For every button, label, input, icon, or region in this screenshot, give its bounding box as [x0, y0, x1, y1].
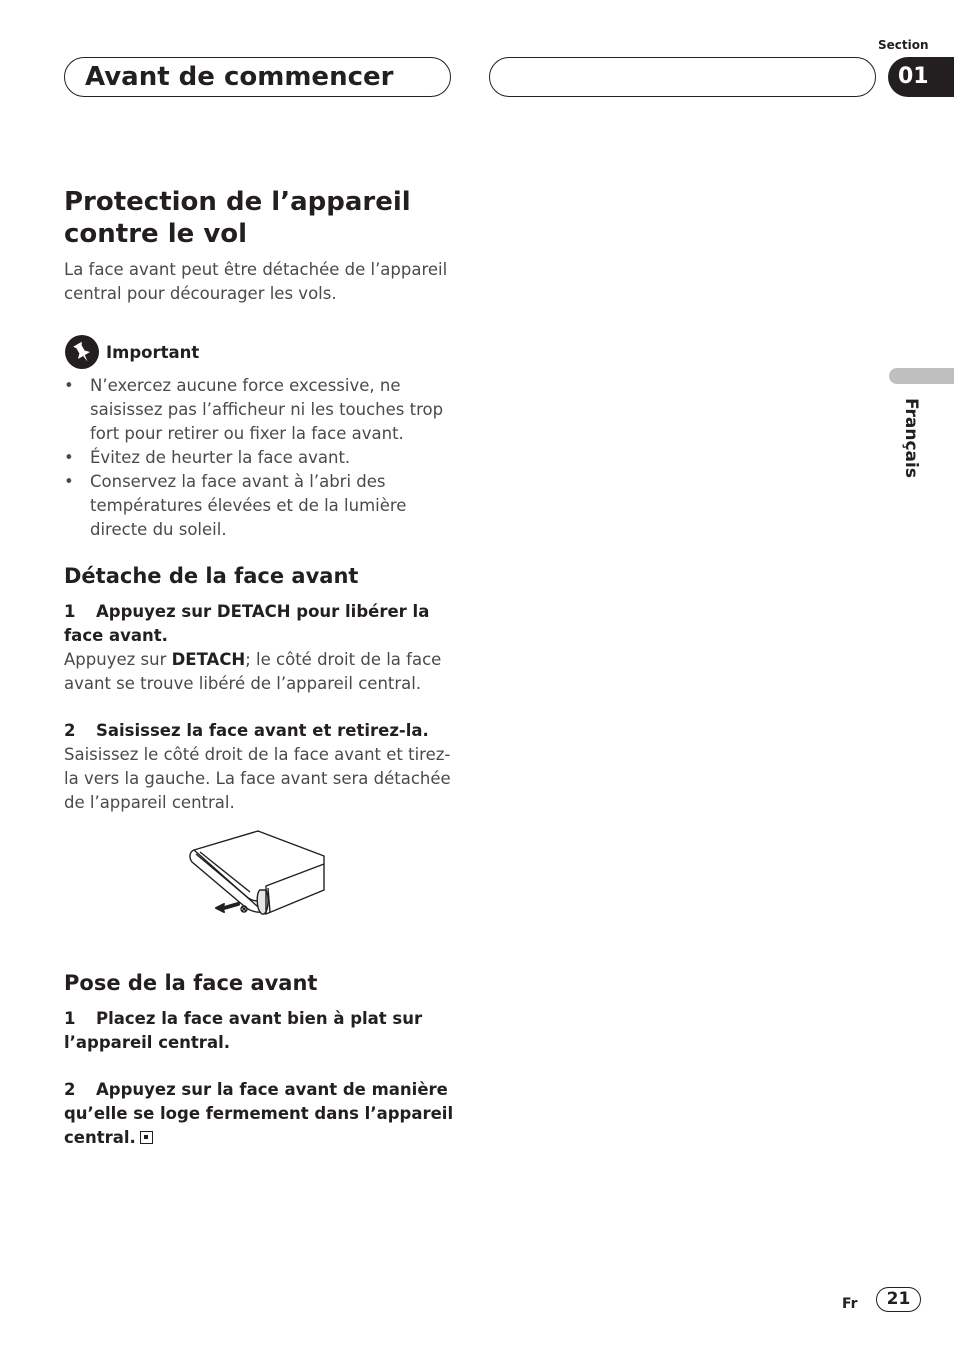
- end-of-section-icon: [140, 1131, 153, 1144]
- list-item-text: Évitez de heurter la face avant.: [90, 448, 351, 467]
- important-label: Important: [106, 342, 200, 362]
- section-number-badge: [888, 57, 954, 97]
- pose-step-2-title: [64, 1078, 454, 1150]
- chapter-title: Avant de commencer: [85, 62, 394, 92]
- header-empty-pill: [489, 57, 876, 97]
- page-title: Protection de l’appareil contre le vol: [64, 187, 411, 249]
- front-panel-detach-illustration: [186, 826, 330, 922]
- detach-step-2-title: [64, 719, 454, 743]
- step-title-text: Placez la face avant bien à plat sur l’appareil central.: [64, 1009, 423, 1052]
- step-number: 2: [64, 721, 76, 740]
- page-number: 21: [876, 1287, 921, 1312]
- chapter-header: [64, 57, 451, 97]
- list-item-text: Conservez la face avant à l’abri des températures élevées et de la lumière directe du soleil.: [90, 472, 407, 539]
- pose-step-1-title: [64, 1007, 454, 1055]
- detach-key-label: DETACH: [171, 650, 246, 669]
- list-item-text: N’exercez aucune force excessive, ne saisissez pas l’afficheur ni les touches trop fort pour retirer ou fixer la face avant.: [90, 376, 444, 443]
- step-title-text: Saisissez la face avant et retirez-la.: [96, 721, 429, 740]
- step-body-text: Appuyez sur: [64, 650, 172, 669]
- language-tab-label: Français: [901, 398, 921, 478]
- detach-step-2-body: Saisissez le côté droit de la face avant et tirez-la vers la gauche. La face avant sera détachée de l’appareil central.: [64, 745, 451, 812]
- language-tab-marker: [889, 368, 954, 384]
- list-item: [64, 470, 454, 542]
- section-label: Section: [878, 38, 929, 52]
- bullet-icon: •: [64, 472, 74, 491]
- important-callout: [64, 334, 199, 370]
- detach-section-title: Détache de la face avant: [64, 564, 359, 588]
- detach-step-1-title: [64, 600, 454, 648]
- intro-paragraph: La face avant peut être détachée de l’appareil central pour décourager les vols.: [64, 260, 448, 303]
- bullet-icon: •: [64, 376, 74, 395]
- important-pin-icon: [64, 334, 100, 370]
- pose-section-title: Pose de la face avant: [64, 971, 318, 995]
- section-number: 01: [898, 64, 929, 89]
- bullet-icon: •: [64, 448, 74, 467]
- step-body-text: ; le côté droit de la face avant se trouve libéré de l’appareil central.: [64, 650, 442, 693]
- step-number: 2: [64, 1080, 76, 1099]
- step-number: 1: [64, 1009, 76, 1028]
- detach-step-1-body: [64, 648, 454, 696]
- list-item: [64, 374, 454, 446]
- important-list: [64, 374, 454, 542]
- footer-language-code: Fr: [842, 1296, 858, 1312]
- step-number: 1: [64, 602, 76, 621]
- step-title-text: Appuyez sur DETACH pour libérer la face avant.: [64, 602, 430, 645]
- step-title-text: Appuyez sur la face avant de manière qu’elle se loge fermement dans l’appareil central.: [64, 1080, 454, 1147]
- list-item: [64, 446, 454, 470]
